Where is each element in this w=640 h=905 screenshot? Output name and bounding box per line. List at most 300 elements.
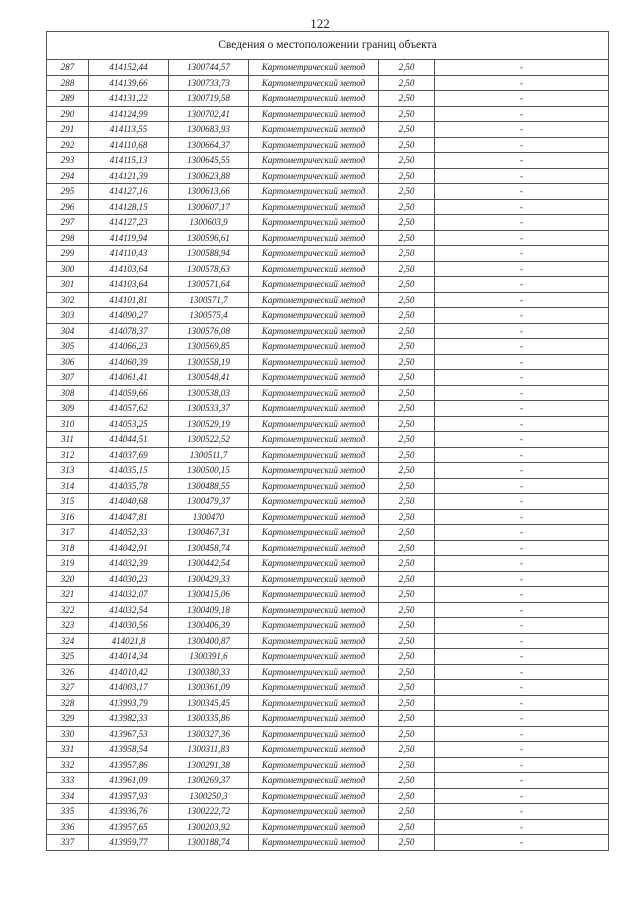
point-number-cell: 337 bbox=[47, 835, 89, 851]
accuracy-cell: 2,50 bbox=[379, 277, 435, 293]
table-row bbox=[47, 292, 609, 308]
accuracy-cell: 2,50 bbox=[379, 463, 435, 479]
method-cell: Картометрический метод bbox=[249, 633, 379, 649]
method-cell: Картометрический метод bbox=[249, 323, 379, 339]
table-row bbox=[47, 215, 609, 231]
point-number-cell: 291 bbox=[47, 122, 89, 138]
page-number: 122 bbox=[310, 16, 330, 31]
description-cell: - bbox=[435, 726, 609, 742]
method-cell: Картометрический метод bbox=[249, 261, 379, 277]
description-cell: - bbox=[435, 370, 609, 386]
method-cell: Картометрический метод bbox=[249, 168, 379, 184]
point-number-cell: 329 bbox=[47, 711, 89, 727]
accuracy-cell: 2,50 bbox=[379, 556, 435, 572]
x-coordinate-cell: 414061,41 bbox=[89, 370, 169, 386]
x-coordinate-cell: 414010,42 bbox=[89, 664, 169, 680]
table-row bbox=[47, 168, 609, 184]
accuracy-cell: 2,50 bbox=[379, 804, 435, 820]
y-coordinate-cell: 1300391,6 bbox=[169, 649, 249, 665]
accuracy-cell: 2,50 bbox=[379, 757, 435, 773]
x-coordinate-cell: 414060,39 bbox=[89, 354, 169, 370]
accuracy-cell: 2,50 bbox=[379, 587, 435, 603]
method-cell: Картометрический метод bbox=[249, 277, 379, 293]
table-row bbox=[47, 122, 609, 138]
y-coordinate-cell: 1300458,74 bbox=[169, 540, 249, 556]
x-coordinate-cell: 414113,55 bbox=[89, 122, 169, 138]
table-row bbox=[47, 726, 609, 742]
point-number-cell: 325 bbox=[47, 649, 89, 665]
method-cell: Картометрический метод bbox=[249, 680, 379, 696]
method-cell: Картометрический метод bbox=[249, 432, 379, 448]
x-coordinate-cell: 414032,39 bbox=[89, 556, 169, 572]
accuracy-cell: 2,50 bbox=[379, 773, 435, 789]
y-coordinate-cell: 1300645,55 bbox=[169, 153, 249, 169]
point-number-cell: 302 bbox=[47, 292, 89, 308]
accuracy-cell: 2,50 bbox=[379, 370, 435, 386]
x-coordinate-cell: 414021,8 bbox=[89, 633, 169, 649]
point-number-cell: 295 bbox=[47, 184, 89, 200]
method-cell: Картометрический метод bbox=[249, 339, 379, 355]
accuracy-cell: 2,50 bbox=[379, 525, 435, 541]
table-row bbox=[47, 556, 609, 572]
point-number-cell: 298 bbox=[47, 230, 89, 246]
description-cell: - bbox=[435, 137, 609, 153]
point-number-cell: 300 bbox=[47, 261, 89, 277]
accuracy-cell: 2,50 bbox=[379, 695, 435, 711]
y-coordinate-cell: 1300569,85 bbox=[169, 339, 249, 355]
description-cell: - bbox=[435, 199, 609, 215]
y-coordinate-cell: 1300327,36 bbox=[169, 726, 249, 742]
table-row bbox=[47, 75, 609, 91]
x-coordinate-cell: 414035,78 bbox=[89, 478, 169, 494]
method-cell: Картометрический метод bbox=[249, 215, 379, 231]
y-coordinate-cell: 1300596,61 bbox=[169, 230, 249, 246]
description-cell: - bbox=[435, 695, 609, 711]
y-coordinate-cell: 1300576,08 bbox=[169, 323, 249, 339]
method-cell: Картометрический метод bbox=[249, 447, 379, 463]
point-number-cell: 313 bbox=[47, 463, 89, 479]
accuracy-cell: 2,50 bbox=[379, 478, 435, 494]
point-number-cell: 334 bbox=[47, 788, 89, 804]
x-coordinate-cell: 414139,66 bbox=[89, 75, 169, 91]
x-coordinate-cell: 414047,81 bbox=[89, 509, 169, 525]
method-cell: Картометрический метод bbox=[249, 230, 379, 246]
accuracy-cell: 2,50 bbox=[379, 323, 435, 339]
x-coordinate-cell: 414101,81 bbox=[89, 292, 169, 308]
description-cell: - bbox=[435, 432, 609, 448]
method-cell: Картометрический метод bbox=[249, 494, 379, 510]
x-coordinate-cell: 413959,77 bbox=[89, 835, 169, 851]
y-coordinate-cell: 1300603,9 bbox=[169, 215, 249, 231]
x-coordinate-cell: 414127,23 bbox=[89, 215, 169, 231]
table-row bbox=[47, 60, 609, 76]
point-number-cell: 319 bbox=[47, 556, 89, 572]
description-cell: - bbox=[435, 587, 609, 603]
description-cell: - bbox=[435, 122, 609, 138]
table-row bbox=[47, 261, 609, 277]
method-cell: Картометрический метод bbox=[249, 556, 379, 572]
accuracy-cell: 2,50 bbox=[379, 385, 435, 401]
accuracy-cell: 2,50 bbox=[379, 819, 435, 835]
accuracy-cell: 2,50 bbox=[379, 494, 435, 510]
table-row bbox=[47, 323, 609, 339]
accuracy-cell: 2,50 bbox=[379, 618, 435, 634]
point-number-cell: 327 bbox=[47, 680, 89, 696]
table-row bbox=[47, 432, 609, 448]
accuracy-cell: 2,50 bbox=[379, 633, 435, 649]
table-row bbox=[47, 773, 609, 789]
y-coordinate-cell: 1300269,37 bbox=[169, 773, 249, 789]
point-number-cell: 328 bbox=[47, 695, 89, 711]
method-cell: Картометрический метод bbox=[249, 726, 379, 742]
method-cell: Картометрический метод bbox=[249, 416, 379, 432]
table-row bbox=[47, 184, 609, 200]
boundary-table bbox=[46, 31, 609, 851]
description-cell: - bbox=[435, 494, 609, 510]
description-cell: - bbox=[435, 602, 609, 618]
point-number-cell: 317 bbox=[47, 525, 89, 541]
accuracy-cell: 2,50 bbox=[379, 401, 435, 417]
x-coordinate-cell: 414115,13 bbox=[89, 153, 169, 169]
point-number-cell: 308 bbox=[47, 385, 89, 401]
caption-row bbox=[47, 32, 609, 60]
y-coordinate-cell: 1300409,18 bbox=[169, 602, 249, 618]
description-cell: - bbox=[435, 819, 609, 835]
table-row bbox=[47, 649, 609, 665]
point-number-cell: 318 bbox=[47, 540, 89, 556]
table-row bbox=[47, 602, 609, 618]
x-coordinate-cell: 414152,44 bbox=[89, 60, 169, 76]
point-number-cell: 287 bbox=[47, 60, 89, 76]
y-coordinate-cell: 1300406,39 bbox=[169, 618, 249, 634]
description-cell: - bbox=[435, 618, 609, 634]
method-cell: Картометрический метод bbox=[249, 618, 379, 634]
accuracy-cell: 2,50 bbox=[379, 602, 435, 618]
table-row bbox=[47, 478, 609, 494]
description-cell: - bbox=[435, 556, 609, 572]
description-cell: - bbox=[435, 246, 609, 262]
x-coordinate-cell: 413993,79 bbox=[89, 695, 169, 711]
table-row bbox=[47, 199, 609, 215]
x-coordinate-cell: 414014,34 bbox=[89, 649, 169, 665]
accuracy-cell: 2,50 bbox=[379, 339, 435, 355]
method-cell: Картометрический метод bbox=[249, 757, 379, 773]
method-cell: Картометрический метод bbox=[249, 75, 379, 91]
x-coordinate-cell: 414003,17 bbox=[89, 680, 169, 696]
method-cell: Картометрический метод bbox=[249, 370, 379, 386]
method-cell: Картометрический метод bbox=[249, 246, 379, 262]
description-cell: - bbox=[435, 633, 609, 649]
x-coordinate-cell: 414121,39 bbox=[89, 168, 169, 184]
description-cell: - bbox=[435, 773, 609, 789]
y-coordinate-cell: 1300345,45 bbox=[169, 695, 249, 711]
point-number-cell: 314 bbox=[47, 478, 89, 494]
point-number-cell: 316 bbox=[47, 509, 89, 525]
method-cell: Картометрический метод bbox=[249, 354, 379, 370]
point-number-cell: 332 bbox=[47, 757, 89, 773]
description-cell: - bbox=[435, 664, 609, 680]
x-coordinate-cell: 413967,53 bbox=[89, 726, 169, 742]
description-cell: - bbox=[435, 261, 609, 277]
point-number-cell: 322 bbox=[47, 602, 89, 618]
y-coordinate-cell: 1300335,86 bbox=[169, 711, 249, 727]
point-number-cell: 335 bbox=[47, 804, 89, 820]
method-cell: Картометрический метод bbox=[249, 819, 379, 835]
table-row bbox=[47, 680, 609, 696]
method-cell: Картометрический метод bbox=[249, 308, 379, 324]
method-cell: Картометрический метод bbox=[249, 664, 379, 680]
x-coordinate-cell: 414124,99 bbox=[89, 106, 169, 122]
description-cell: - bbox=[435, 168, 609, 184]
point-number-cell: 310 bbox=[47, 416, 89, 432]
accuracy-cell: 2,50 bbox=[379, 168, 435, 184]
description-cell: - bbox=[435, 788, 609, 804]
y-coordinate-cell: 1300291,38 bbox=[169, 757, 249, 773]
y-coordinate-cell: 1300361,09 bbox=[169, 680, 249, 696]
method-cell: Картометрический метод bbox=[249, 153, 379, 169]
method-cell: Картометрический метод bbox=[249, 478, 379, 494]
point-number-cell: 330 bbox=[47, 726, 89, 742]
y-coordinate-cell: 1300511,7 bbox=[169, 447, 249, 463]
x-coordinate-cell: 413957,86 bbox=[89, 757, 169, 773]
accuracy-cell: 2,50 bbox=[379, 540, 435, 556]
table-row bbox=[47, 153, 609, 169]
y-coordinate-cell: 1300442,54 bbox=[169, 556, 249, 572]
y-coordinate-cell: 1300571,64 bbox=[169, 277, 249, 293]
table-caption: Сведения о местоположении границ объекта bbox=[47, 32, 609, 60]
y-coordinate-cell: 1300683,93 bbox=[169, 122, 249, 138]
point-number-cell: 288 bbox=[47, 75, 89, 91]
description-cell: - bbox=[435, 323, 609, 339]
y-coordinate-cell: 1300733,73 bbox=[169, 75, 249, 91]
x-coordinate-cell: 414052,33 bbox=[89, 525, 169, 541]
table-row bbox=[47, 633, 609, 649]
accuracy-cell: 2,50 bbox=[379, 711, 435, 727]
accuracy-cell: 2,50 bbox=[379, 106, 435, 122]
point-number-cell: 333 bbox=[47, 773, 89, 789]
table-row bbox=[47, 370, 609, 386]
description-cell: - bbox=[435, 153, 609, 169]
y-coordinate-cell: 1300380,33 bbox=[169, 664, 249, 680]
table-row bbox=[47, 664, 609, 680]
accuracy-cell: 2,50 bbox=[379, 153, 435, 169]
table-row bbox=[47, 308, 609, 324]
point-number-cell: 297 bbox=[47, 215, 89, 231]
x-coordinate-cell: 414078,37 bbox=[89, 323, 169, 339]
y-coordinate-cell: 1300613,66 bbox=[169, 184, 249, 200]
y-coordinate-cell: 1300571,7 bbox=[169, 292, 249, 308]
description-cell: - bbox=[435, 339, 609, 355]
x-coordinate-cell: 414032,07 bbox=[89, 587, 169, 603]
description-cell: - bbox=[435, 91, 609, 107]
table-row bbox=[47, 587, 609, 603]
method-cell: Картометрический метод bbox=[249, 292, 379, 308]
y-coordinate-cell: 1300522,52 bbox=[169, 432, 249, 448]
accuracy-cell: 2,50 bbox=[379, 230, 435, 246]
point-number-cell: 294 bbox=[47, 168, 89, 184]
table-row bbox=[47, 463, 609, 479]
point-number-cell: 307 bbox=[47, 370, 89, 386]
point-number-cell: 301 bbox=[47, 277, 89, 293]
method-cell: Картометрический метод bbox=[249, 509, 379, 525]
description-cell: - bbox=[435, 835, 609, 851]
table-row bbox=[47, 416, 609, 432]
method-cell: Картометрический метод bbox=[249, 137, 379, 153]
table-row bbox=[47, 91, 609, 107]
x-coordinate-cell: 414032,54 bbox=[89, 602, 169, 618]
y-coordinate-cell: 1300203,92 bbox=[169, 819, 249, 835]
table-row bbox=[47, 509, 609, 525]
table-row bbox=[47, 757, 609, 773]
y-coordinate-cell: 1300548,41 bbox=[169, 370, 249, 386]
y-coordinate-cell: 1300529,19 bbox=[169, 416, 249, 432]
method-cell: Картометрический метод bbox=[249, 711, 379, 727]
accuracy-cell: 2,50 bbox=[379, 184, 435, 200]
method-cell: Картометрический метод bbox=[249, 106, 379, 122]
description-cell: - bbox=[435, 804, 609, 820]
point-number-cell: 303 bbox=[47, 308, 89, 324]
description-cell: - bbox=[435, 447, 609, 463]
point-number-cell: 299 bbox=[47, 246, 89, 262]
description-cell: - bbox=[435, 215, 609, 231]
x-coordinate-cell: 414128,15 bbox=[89, 199, 169, 215]
table-row bbox=[47, 804, 609, 820]
y-coordinate-cell: 1300479,37 bbox=[169, 494, 249, 510]
point-number-cell: 324 bbox=[47, 633, 89, 649]
x-coordinate-cell: 413958,54 bbox=[89, 742, 169, 758]
x-coordinate-cell: 414103,64 bbox=[89, 277, 169, 293]
x-coordinate-cell: 414044,51 bbox=[89, 432, 169, 448]
method-cell: Картометрический метод bbox=[249, 60, 379, 76]
description-cell: - bbox=[435, 277, 609, 293]
y-coordinate-cell: 1300533,37 bbox=[169, 401, 249, 417]
x-coordinate-cell: 413957,65 bbox=[89, 819, 169, 835]
method-cell: Картометрический метод bbox=[249, 184, 379, 200]
method-cell: Картометрический метод bbox=[249, 401, 379, 417]
table-row bbox=[47, 525, 609, 541]
accuracy-cell: 2,50 bbox=[379, 308, 435, 324]
x-coordinate-cell: 414042,91 bbox=[89, 540, 169, 556]
description-cell: - bbox=[435, 401, 609, 417]
point-number-cell: 304 bbox=[47, 323, 89, 339]
y-coordinate-cell: 1300719,58 bbox=[169, 91, 249, 107]
y-coordinate-cell: 1300558,19 bbox=[169, 354, 249, 370]
point-number-cell: 315 bbox=[47, 494, 89, 510]
description-cell: - bbox=[435, 680, 609, 696]
y-coordinate-cell: 1300664,37 bbox=[169, 137, 249, 153]
y-coordinate-cell: 1300607,17 bbox=[169, 199, 249, 215]
x-coordinate-cell: 414131,22 bbox=[89, 91, 169, 107]
y-coordinate-cell: 1300538,03 bbox=[169, 385, 249, 401]
accuracy-cell: 2,50 bbox=[379, 261, 435, 277]
x-coordinate-cell: 413961,09 bbox=[89, 773, 169, 789]
accuracy-cell: 2,50 bbox=[379, 416, 435, 432]
description-cell: - bbox=[435, 463, 609, 479]
y-coordinate-cell: 1300588,94 bbox=[169, 246, 249, 262]
point-number-cell: 292 bbox=[47, 137, 89, 153]
table-row bbox=[47, 277, 609, 293]
x-coordinate-cell: 414057,62 bbox=[89, 401, 169, 417]
y-coordinate-cell: 1300250,3 bbox=[169, 788, 249, 804]
table-row bbox=[47, 540, 609, 556]
x-coordinate-cell: 414030,56 bbox=[89, 618, 169, 634]
table-row bbox=[47, 106, 609, 122]
y-coordinate-cell: 1300311,83 bbox=[169, 742, 249, 758]
method-cell: Картометрический метод bbox=[249, 525, 379, 541]
point-number-cell: 321 bbox=[47, 587, 89, 603]
description-cell: - bbox=[435, 292, 609, 308]
y-coordinate-cell: 1300500,15 bbox=[169, 463, 249, 479]
point-number-cell: 309 bbox=[47, 401, 89, 417]
y-coordinate-cell: 1300467,31 bbox=[169, 525, 249, 541]
accuracy-cell: 2,50 bbox=[379, 788, 435, 804]
accuracy-cell: 2,50 bbox=[379, 215, 435, 231]
accuracy-cell: 2,50 bbox=[379, 649, 435, 665]
table-row bbox=[47, 788, 609, 804]
method-cell: Картометрический метод bbox=[249, 835, 379, 851]
accuracy-cell: 2,50 bbox=[379, 664, 435, 680]
description-cell: - bbox=[435, 60, 609, 76]
table-row bbox=[47, 447, 609, 463]
method-cell: Картометрический метод bbox=[249, 695, 379, 711]
method-cell: Картометрический метод bbox=[249, 587, 379, 603]
accuracy-cell: 2,50 bbox=[379, 509, 435, 525]
description-cell: - bbox=[435, 106, 609, 122]
y-coordinate-cell: 1300488,55 bbox=[169, 478, 249, 494]
description-cell: - bbox=[435, 230, 609, 246]
table-row bbox=[47, 401, 609, 417]
accuracy-cell: 2,50 bbox=[379, 91, 435, 107]
x-coordinate-cell: 413936,76 bbox=[89, 804, 169, 820]
description-cell: - bbox=[435, 571, 609, 587]
point-number-cell: 311 bbox=[47, 432, 89, 448]
table-row bbox=[47, 137, 609, 153]
table-row bbox=[47, 835, 609, 851]
method-cell: Картометрический метод bbox=[249, 571, 379, 587]
accuracy-cell: 2,50 bbox=[379, 354, 435, 370]
accuracy-cell: 2,50 bbox=[379, 60, 435, 76]
method-cell: Картометрический метод bbox=[249, 385, 379, 401]
description-cell: - bbox=[435, 540, 609, 556]
table-row bbox=[47, 494, 609, 510]
accuracy-cell: 2,50 bbox=[379, 571, 435, 587]
point-number-cell: 320 bbox=[47, 571, 89, 587]
x-coordinate-cell: 414035,15 bbox=[89, 463, 169, 479]
y-coordinate-cell: 1300429,33 bbox=[169, 571, 249, 587]
x-coordinate-cell: 414059,66 bbox=[89, 385, 169, 401]
method-cell: Картометрический метод bbox=[249, 742, 379, 758]
x-coordinate-cell: 414090,27 bbox=[89, 308, 169, 324]
y-coordinate-cell: 1300575,4 bbox=[169, 308, 249, 324]
table-row bbox=[47, 618, 609, 634]
description-cell: - bbox=[435, 385, 609, 401]
x-coordinate-cell: 414040,68 bbox=[89, 494, 169, 510]
accuracy-cell: 2,50 bbox=[379, 137, 435, 153]
point-number-cell: 290 bbox=[47, 106, 89, 122]
description-cell: - bbox=[435, 478, 609, 494]
x-coordinate-cell: 414119,94 bbox=[89, 230, 169, 246]
table-row bbox=[47, 711, 609, 727]
method-cell: Картометрический метод bbox=[249, 773, 379, 789]
y-coordinate-cell: 1300578,63 bbox=[169, 261, 249, 277]
point-number-cell: 323 bbox=[47, 618, 89, 634]
description-cell: - bbox=[435, 757, 609, 773]
method-cell: Картометрический метод bbox=[249, 804, 379, 820]
description-cell: - bbox=[435, 525, 609, 541]
point-number-cell: 289 bbox=[47, 91, 89, 107]
x-coordinate-cell: 414103,64 bbox=[89, 261, 169, 277]
table-row bbox=[47, 742, 609, 758]
